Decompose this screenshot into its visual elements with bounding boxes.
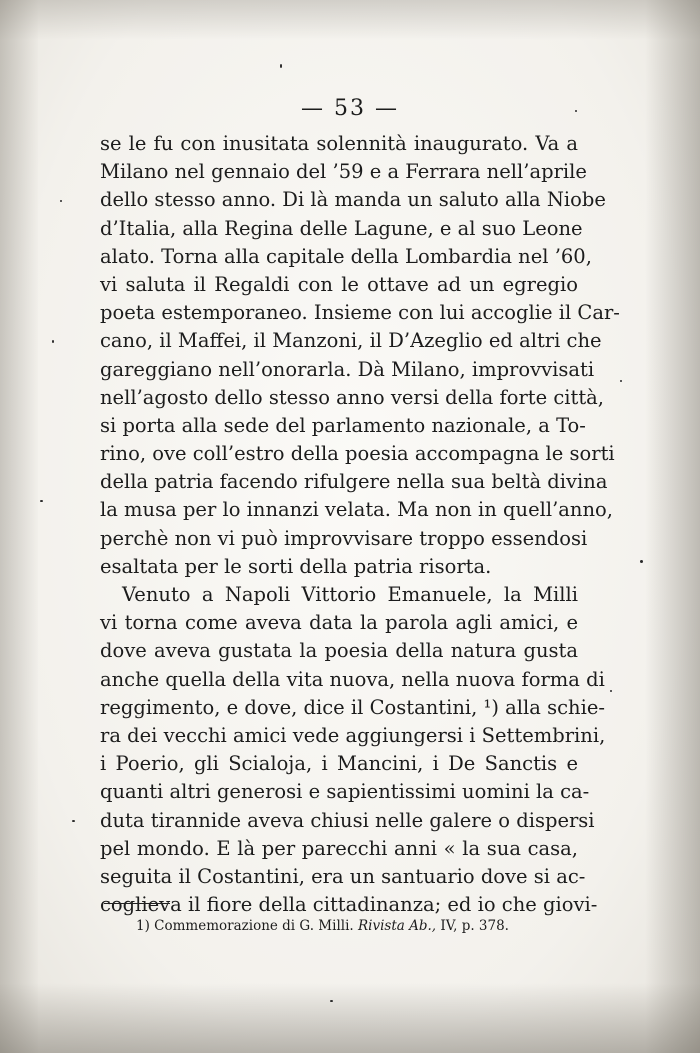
text-line: se le fu con inusitata solennità inaugurato. Va a: [100, 132, 578, 155]
text-line: vi saluta il Regaldi con le ottave ad un egregio: [100, 272, 578, 296]
text-line: seguita il Costantini, era un santuario dove si ac-: [100, 864, 586, 888]
page-edge-left: [0, 0, 38, 1053]
text-line: i Poerio, gli Scialoja, i Mancini, i De Sanctis e: [100, 752, 578, 776]
text-line: dello stesso anno. Di là manda un saluto alla Niobe: [100, 188, 606, 212]
scan-speck: [330, 1000, 333, 1002]
text-line: vi torna come aveva data la parola agli amici, e: [100, 611, 578, 635]
scan-speck: [640, 560, 643, 563]
page-number: — 53 —: [301, 96, 399, 121]
scan-speck: [52, 340, 54, 343]
text-line: coglieva il fiore della cittadinanza; ed io che giovi-: [100, 893, 598, 917]
scan-speck: [575, 110, 577, 112]
footnote-marker: 1): [136, 918, 150, 934]
text-line: duta tirannide aveva chiusi nelle galere o dispersi: [100, 808, 595, 832]
text-line: Venuto a Napoli Vittorio Emanuele, la Milli: [122, 583, 578, 606]
page-edge-bottom: [0, 983, 700, 1053]
text-line: si porta alla sede del parlamento nazionale, a To-: [100, 413, 586, 437]
footnote-text: Commemorazione di G. Milli.: [154, 918, 354, 934]
text-line: anche quella della vita nuova, nella nuova forma di: [100, 667, 605, 691]
scan-speck: [610, 690, 612, 692]
text-line: quanti altri generosi e sapientissimi uomini la ca-: [100, 780, 590, 804]
text-line: della patria facendo rifulgere nella sua beltà divina: [100, 470, 608, 494]
text-line: reggimento, e dove, dice il Costantini, ¹) alla schie-: [100, 695, 605, 719]
footnote-rule: [104, 903, 170, 904]
page-edge-top: [0, 0, 700, 40]
text-line: dove aveva gustata la poesia della natura gusta: [100, 639, 578, 663]
text-line: rino, ove coll’estro della poesia accompagna le sorti: [100, 442, 615, 466]
scan-speck: [40, 500, 43, 502]
text-line: nell’agosto dello stesso anno versi della forte città,: [100, 385, 605, 409]
text-line: d’Italia, alla Regina delle Lagune, e al suo Leone: [100, 216, 583, 240]
body-text: [100, 130, 620, 919]
scan-speck: [72, 820, 75, 822]
text-line: gareggiano nell’onorarla. Dà Milano, improvvisati: [100, 357, 595, 381]
scan-speck: [620, 380, 622, 382]
text-line: poeta estemporaneo. Insieme con lui accoglie il Car-: [100, 301, 620, 325]
text-line: cano, il Maffei, il Manzoni, il D’Azeglio ed altri che: [100, 329, 602, 353]
scan-speck: [280, 64, 282, 68]
footnote: [136, 918, 556, 934]
text-line: perchè non vi può improvvisare troppo essendosi: [100, 526, 588, 550]
scan-speck: [60, 200, 62, 202]
text-line: la musa per lo innanzi velata. Ma non in quell’anno,: [100, 498, 613, 522]
footnote-journal: Rivista Ab.,: [358, 918, 437, 934]
text-line: alato. Torna alla capitale della Lombardia nel ’60,: [100, 244, 592, 268]
text-line: Milano nel gennaio del ’59 e a Ferrara nell’aprile: [100, 160, 587, 184]
text-line: pel mondo. E là per parecchi anni « la sua casa,: [100, 836, 578, 860]
text-line: esaltata per le sorti della patria risorta.: [100, 554, 492, 578]
text-line: ra dei vecchi amici vede aggiungersi i Settembrini,: [100, 723, 606, 747]
footnote-tail: IV, p. 378.: [440, 918, 509, 934]
page-edge-right: [645, 0, 700, 1053]
